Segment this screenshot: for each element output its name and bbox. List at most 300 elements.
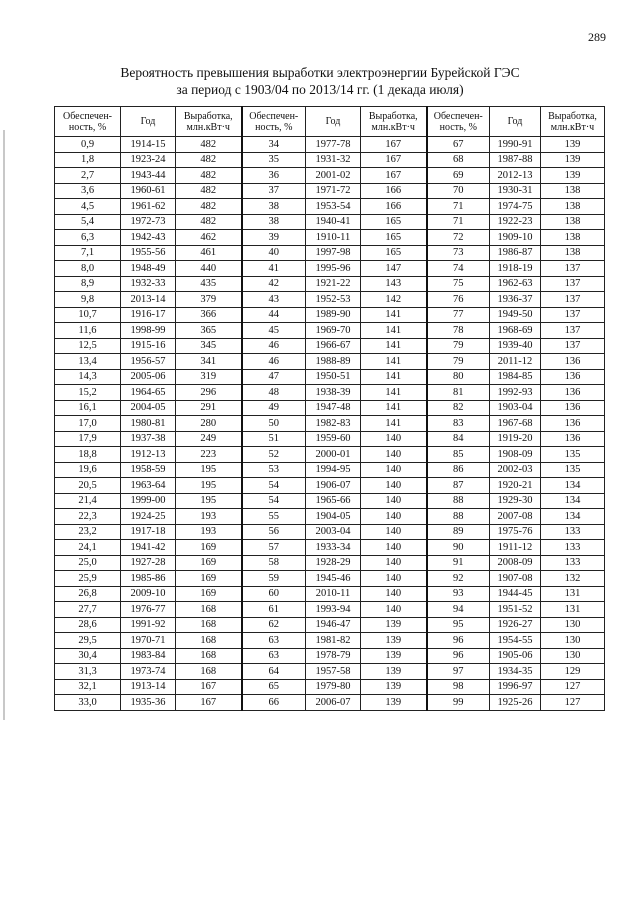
table-cell: 80: [427, 369, 490, 385]
table-cell: 1960-61: [121, 183, 176, 199]
table-cell: 19,6: [55, 462, 121, 478]
table-cell: 135: [541, 462, 605, 478]
table-cell: 379: [176, 292, 242, 308]
table-cell: 73: [427, 245, 490, 261]
table-cell: 15,2: [55, 385, 121, 401]
table-cell: 140: [361, 524, 427, 540]
table-cell: 1919-20: [490, 431, 541, 447]
table-row: [55, 245, 605, 261]
table-cell: 1909-10: [490, 230, 541, 246]
table-cell: 141: [361, 385, 427, 401]
table-cell: 6,3: [55, 230, 121, 246]
table-cell: 1918-19: [490, 261, 541, 277]
table-cell: 74: [427, 261, 490, 277]
table-cell: 1928-29: [306, 555, 361, 571]
column-header: Обеспечен-ность, %: [427, 107, 490, 137]
table-cell: 291: [176, 400, 242, 416]
table-cell: 79: [427, 354, 490, 370]
column-header: Выработка, млн.кВт·ч: [176, 107, 242, 137]
table-cell: 75: [427, 276, 490, 292]
table-cell: 10,7: [55, 307, 121, 323]
table-cell: 60: [242, 586, 306, 602]
table-row: [55, 664, 605, 680]
table-row: [55, 292, 605, 308]
table-body: [55, 137, 605, 711]
table-cell: 1945-46: [306, 571, 361, 587]
table-cell: 1954-55: [490, 633, 541, 649]
table-cell: 1929-30: [490, 493, 541, 509]
table-row: [55, 571, 605, 587]
table-cell: 167: [361, 168, 427, 184]
table-cell: 139: [541, 168, 605, 184]
column-header: Год: [121, 107, 176, 137]
table-cell: 169: [176, 571, 242, 587]
table-cell: 1950-51: [306, 369, 361, 385]
table-cell: 482: [176, 199, 242, 215]
table-cell: 90: [427, 540, 490, 556]
table-cell: 140: [361, 478, 427, 494]
table-cell: 1938-39: [306, 385, 361, 401]
table-cell: 167: [361, 137, 427, 153]
table-cell: 139: [361, 617, 427, 633]
column-header: Год: [306, 107, 361, 137]
column-header: Год: [490, 107, 541, 137]
table-cell: 140: [361, 555, 427, 571]
table-cell: 139: [361, 648, 427, 664]
table-cell: 5,4: [55, 214, 121, 230]
table-cell: 141: [361, 354, 427, 370]
table-cell: 45: [242, 323, 306, 339]
table-cell: 1959-60: [306, 431, 361, 447]
table-cell: 1952-53: [306, 292, 361, 308]
table-cell: 1958-59: [121, 462, 176, 478]
table-cell: 133: [541, 540, 605, 556]
table-cell: 72: [427, 230, 490, 246]
table-cell: 21,4: [55, 493, 121, 509]
column-header: Обеспечен-ность, %: [55, 107, 121, 137]
table-cell: 1990-91: [490, 137, 541, 153]
table-cell: 55: [242, 509, 306, 525]
table-cell: 1,8: [55, 152, 121, 168]
table-cell: 1908-09: [490, 447, 541, 463]
table-cell: 1904-05: [306, 509, 361, 525]
table-cell: 1995-96: [306, 261, 361, 277]
table-cell: 63: [242, 633, 306, 649]
table-cell: 26,8: [55, 586, 121, 602]
table-cell: 134: [541, 509, 605, 525]
table-cell: 95: [427, 617, 490, 633]
table-cell: 53: [242, 462, 306, 478]
table-cell: 2009-10: [121, 586, 176, 602]
table-cell: 28,6: [55, 617, 121, 633]
table-row: [55, 602, 605, 618]
table-cell: 1996-97: [490, 679, 541, 695]
table-cell: 1970-71: [121, 633, 176, 649]
table-cell: 147: [361, 261, 427, 277]
table-cell: 9,8: [55, 292, 121, 308]
table-cell: 140: [361, 509, 427, 525]
table-cell: 8,0: [55, 261, 121, 277]
table-cell: 140: [361, 493, 427, 509]
table-cell: 41: [242, 261, 306, 277]
table-cell: 138: [541, 199, 605, 215]
table-cell: 3,6: [55, 183, 121, 199]
table-row: [55, 493, 605, 509]
table-row: [55, 230, 605, 246]
table-cell: 365: [176, 323, 242, 339]
table-cell: 98: [427, 679, 490, 695]
table-cell: 1994-95: [306, 462, 361, 478]
table-cell: 1925-26: [490, 695, 541, 711]
table-cell: 65: [242, 679, 306, 695]
table-cell: 138: [541, 183, 605, 199]
table-cell: 84: [427, 431, 490, 447]
table-cell: 59: [242, 571, 306, 587]
table-cell: 30,4: [55, 648, 121, 664]
table-cell: 82: [427, 400, 490, 416]
table-cell: 1947-48: [306, 400, 361, 416]
table-cell: 137: [541, 261, 605, 277]
table-cell: 140: [361, 571, 427, 587]
table-cell: 1981-82: [306, 633, 361, 649]
table-cell: 1940-41: [306, 214, 361, 230]
table-cell: 1977-78: [306, 137, 361, 153]
column-header: Выработка, млн.кВт·ч: [361, 107, 427, 137]
table-cell: 140: [361, 586, 427, 602]
table-cell: 435: [176, 276, 242, 292]
table-cell: 319: [176, 369, 242, 385]
table-cell: 1934-35: [490, 664, 541, 680]
table-row: [55, 183, 605, 199]
table-cell: 366: [176, 307, 242, 323]
table-cell: 127: [541, 679, 605, 695]
table-cell: 141: [361, 307, 427, 323]
table-cell: 1978-79: [306, 648, 361, 664]
table-cell: 11,6: [55, 323, 121, 339]
table-cell: 50: [242, 416, 306, 432]
table-cell: 2000-01: [306, 447, 361, 463]
table-cell: 482: [176, 137, 242, 153]
table-cell: 166: [361, 183, 427, 199]
table-cell: 46: [242, 338, 306, 354]
table-cell: 37: [242, 183, 306, 199]
table-cell: 1993-94: [306, 602, 361, 618]
table-cell: 1913-14: [121, 679, 176, 695]
table-cell: 167: [176, 695, 242, 711]
table-row: [55, 369, 605, 385]
table-row: [55, 214, 605, 230]
table-row: [55, 168, 605, 184]
scan-edge-mark: [3, 130, 5, 720]
table-cell: 79: [427, 338, 490, 354]
table-cell: 88: [427, 509, 490, 525]
table-cell: 88: [427, 493, 490, 509]
table-cell: 296: [176, 385, 242, 401]
table-cell: 52: [242, 447, 306, 463]
table-cell: 140: [361, 431, 427, 447]
table-cell: 137: [541, 276, 605, 292]
table-cell: 482: [176, 168, 242, 184]
table-row: [55, 462, 605, 478]
table-cell: 16,1: [55, 400, 121, 416]
table-cell: 1914-15: [121, 137, 176, 153]
table-cell: 1951-52: [490, 602, 541, 618]
table-cell: 2010-11: [306, 586, 361, 602]
table-cell: 92: [427, 571, 490, 587]
table-row: [55, 416, 605, 432]
title-line-2: за период с 1903/04 по 2013/14 гг. (1 декада июля): [176, 82, 464, 97]
table-cell: 2012-13: [490, 168, 541, 184]
table-row: [55, 633, 605, 649]
table-cell: 34: [242, 137, 306, 153]
table-cell: 54: [242, 493, 306, 509]
table-cell: 2007-08: [490, 509, 541, 525]
table-cell: 1962-63: [490, 276, 541, 292]
table-cell: 130: [541, 648, 605, 664]
table-cell: 140: [361, 602, 427, 618]
probability-table: [54, 106, 605, 711]
table-cell: 165: [361, 214, 427, 230]
table-cell: 2001-02: [306, 168, 361, 184]
table-cell: 51: [242, 431, 306, 447]
table-cell: 223: [176, 447, 242, 463]
table-cell: 46: [242, 354, 306, 370]
table-cell: 139: [361, 664, 427, 680]
table-cell: 93: [427, 586, 490, 602]
table-cell: 38: [242, 199, 306, 215]
table-cell: 7,1: [55, 245, 121, 261]
table-cell: 18,8: [55, 447, 121, 463]
table-cell: 61: [242, 602, 306, 618]
table-cell: 0,9: [55, 137, 121, 153]
table-row: [55, 152, 605, 168]
table-cell: 2011-12: [490, 354, 541, 370]
table-cell: 1906-07: [306, 478, 361, 494]
table-cell: 136: [541, 369, 605, 385]
table-cell: 137: [541, 292, 605, 308]
table-cell: 43: [242, 292, 306, 308]
table-cell: 1912-13: [121, 447, 176, 463]
table-cell: 48: [242, 385, 306, 401]
table-cell: 2013-14: [121, 292, 176, 308]
table-cell: 64: [242, 664, 306, 680]
table-cell: 1980-81: [121, 416, 176, 432]
table-cell: 91: [427, 555, 490, 571]
table-cell: 1964-65: [121, 385, 176, 401]
table-cell: 166: [361, 199, 427, 215]
table-cell: 138: [541, 214, 605, 230]
table-cell: 2004-05: [121, 400, 176, 416]
table-cell: 140: [361, 447, 427, 463]
table-cell: 69: [427, 168, 490, 184]
table-cell: 89: [427, 524, 490, 540]
table-cell: 1907-08: [490, 571, 541, 587]
table-cell: 87: [427, 478, 490, 494]
table-cell: 133: [541, 524, 605, 540]
table-cell: 83: [427, 416, 490, 432]
table-cell: 1968-69: [490, 323, 541, 339]
table-cell: 71: [427, 199, 490, 215]
table-cell: 1922-23: [490, 214, 541, 230]
table-cell: 131: [541, 602, 605, 618]
table-cell: 168: [176, 633, 242, 649]
table-cell: 1910-11: [306, 230, 361, 246]
table-cell: 17,9: [55, 431, 121, 447]
table-cell: 1911-12: [490, 540, 541, 556]
table-row: [55, 400, 605, 416]
table-cell: 136: [541, 416, 605, 432]
table-cell: 136: [541, 354, 605, 370]
table-cell: 1927-28: [121, 555, 176, 571]
table-cell: 440: [176, 261, 242, 277]
table-cell: 27,7: [55, 602, 121, 618]
table-cell: 33,0: [55, 695, 121, 711]
table-cell: 17,0: [55, 416, 121, 432]
table-cell: 1923-24: [121, 152, 176, 168]
table-cell: 462: [176, 230, 242, 246]
table-cell: 133: [541, 555, 605, 571]
table-cell: 1972-73: [121, 214, 176, 230]
table-cell: 85: [427, 447, 490, 463]
table-cell: 1991-92: [121, 617, 176, 633]
table-cell: 66: [242, 695, 306, 711]
table-cell: 141: [361, 400, 427, 416]
table-cell: 1936-37: [490, 292, 541, 308]
table-cell: 140: [361, 462, 427, 478]
table-cell: 2005-06: [121, 369, 176, 385]
table-cell: 25,0: [55, 555, 121, 571]
table-cell: 42: [242, 276, 306, 292]
table-row: [55, 307, 605, 323]
table-row: [55, 586, 605, 602]
document-title: [0, 64, 640, 98]
table-row: [55, 648, 605, 664]
table-cell: 1957-58: [306, 664, 361, 680]
table-cell: 249: [176, 431, 242, 447]
table-cell: 195: [176, 478, 242, 494]
table-cell: 1931-32: [306, 152, 361, 168]
table-cell: 195: [176, 493, 242, 509]
table-cell: 165: [361, 230, 427, 246]
table-cell: 62: [242, 617, 306, 633]
table-cell: 139: [361, 679, 427, 695]
table-cell: 1946-47: [306, 617, 361, 633]
table-cell: 1956-57: [121, 354, 176, 370]
table-cell: 1930-31: [490, 183, 541, 199]
table-cell: 132: [541, 571, 605, 587]
table-cell: 167: [176, 679, 242, 695]
table-cell: 25,9: [55, 571, 121, 587]
table-cell: 2003-04: [306, 524, 361, 540]
table-row: [55, 679, 605, 695]
table-row: [55, 540, 605, 556]
table-cell: 169: [176, 540, 242, 556]
table-cell: 1944-45: [490, 586, 541, 602]
table-cell: 482: [176, 214, 242, 230]
table-cell: 58: [242, 555, 306, 571]
table-cell: 143: [361, 276, 427, 292]
table-cell: 130: [541, 633, 605, 649]
table-cell: 1973-74: [121, 664, 176, 680]
table-cell: 461: [176, 245, 242, 261]
table-cell: 168: [176, 617, 242, 633]
table-cell: 1992-93: [490, 385, 541, 401]
table-cell: 195: [176, 462, 242, 478]
table-cell: 86: [427, 462, 490, 478]
table-cell: 54: [242, 478, 306, 494]
table-cell: 193: [176, 509, 242, 525]
table-cell: 134: [541, 493, 605, 509]
table-cell: 12,5: [55, 338, 121, 354]
table-cell: 345: [176, 338, 242, 354]
table-cell: 13,4: [55, 354, 121, 370]
table-row: [55, 555, 605, 571]
table-cell: 141: [361, 416, 427, 432]
table-cell: 168: [176, 602, 242, 618]
table-cell: 96: [427, 648, 490, 664]
table-cell: 1967-68: [490, 416, 541, 432]
table-cell: 165: [361, 245, 427, 261]
table-cell: 127: [541, 695, 605, 711]
table-cell: 20,5: [55, 478, 121, 494]
table-row: [55, 695, 605, 711]
table-cell: 2006-07: [306, 695, 361, 711]
table-cell: 29,5: [55, 633, 121, 649]
table-cell: 1935-36: [121, 695, 176, 711]
table-cell: 1955-56: [121, 245, 176, 261]
table-cell: 1983-84: [121, 648, 176, 664]
table-cell: 36: [242, 168, 306, 184]
table-cell: 341: [176, 354, 242, 370]
table-cell: 35: [242, 152, 306, 168]
table-cell: 71: [427, 214, 490, 230]
table-cell: 1917-18: [121, 524, 176, 540]
table-cell: 137: [541, 323, 605, 339]
table-cell: 2002-03: [490, 462, 541, 478]
page-number: 289: [588, 30, 606, 44]
table-cell: 1926-27: [490, 617, 541, 633]
table-cell: 280: [176, 416, 242, 432]
table-cell: 1942-43: [121, 230, 176, 246]
table-cell: 56: [242, 524, 306, 540]
table-cell: 1989-90: [306, 307, 361, 323]
table-cell: 1969-70: [306, 323, 361, 339]
table-cell: 1916-17: [121, 307, 176, 323]
table-cell: 169: [176, 555, 242, 571]
table-row: [55, 199, 605, 215]
table-cell: 139: [361, 633, 427, 649]
table-cell: 1997-98: [306, 245, 361, 261]
table-cell: 96: [427, 633, 490, 649]
table-row: [55, 617, 605, 633]
table-row: [55, 323, 605, 339]
table-cell: 1941-42: [121, 540, 176, 556]
table-cell: 1903-04: [490, 400, 541, 416]
table-cell: 31,3: [55, 664, 121, 680]
table-cell: 482: [176, 152, 242, 168]
table-cell: 47: [242, 369, 306, 385]
table-cell: 1921-22: [306, 276, 361, 292]
table-row: [55, 354, 605, 370]
table-cell: 77: [427, 307, 490, 323]
table-cell: 99: [427, 695, 490, 711]
table-cell: 22,3: [55, 509, 121, 525]
table-cell: 24,1: [55, 540, 121, 556]
table-cell: 1924-25: [121, 509, 176, 525]
table-cell: 32,1: [55, 679, 121, 695]
table-cell: 129: [541, 664, 605, 680]
table-cell: 1915-16: [121, 338, 176, 354]
